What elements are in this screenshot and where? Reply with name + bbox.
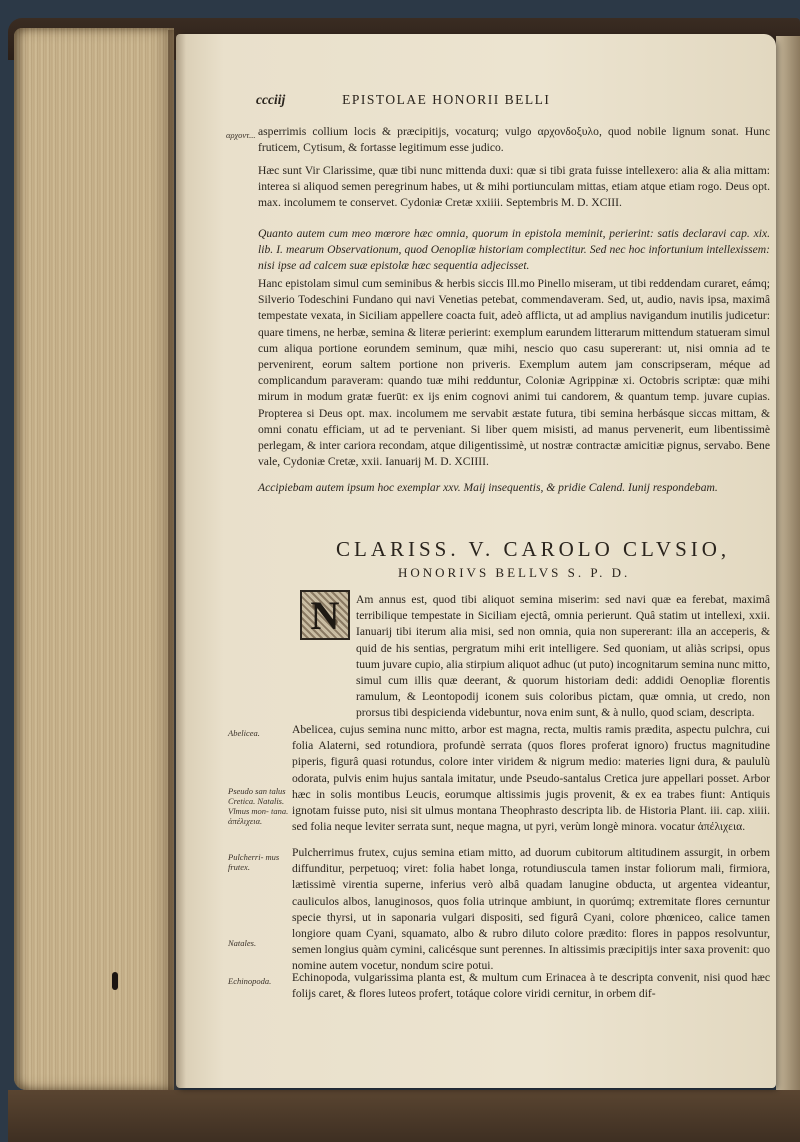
paragraph-5 bbox=[356, 592, 770, 722]
letter-title: CLARISS. V. CAROLO CLVSIO, bbox=[336, 537, 731, 561]
paragraph-6-text: Abelicea, cujus semina nunc mitto, arbor est magna, recta, multis ramis prædita, aspectu pulchra, cui folia Alaterni, sed rotundiora, profundè serrata (quos flores proferat ignoro) fructus magnitudine piperis, figurâ quasi rotundus, colore inter viridem & nigrum medio: materies ligni dura, & paululù odorata, pulvis enim hujus santala imitatur, unde Pseudo-santalus Cretica jure appellari posset. Arbor hæc in solis montibus Leucis, eorumque altissimis jugis provenit, & ex ea trabes fiunt: Antiquis ignotam fuisse puto, nisi sit ulmus montana Theophrasto descripta lib. de Historia Plant. iii. cap. xiiii. sed folia neque leviter serrata sunt, neque magna, ut pyri, verùm longè minora. vocatur ἀπέλιχεια. bbox=[292, 723, 770, 834]
paragraph-4-text: Accipiebam autem ipsum hoc exemplar xxv. Maij insequentis, & pridie Calend. Iunij respondebam. bbox=[258, 481, 718, 494]
spine-shadow bbox=[168, 30, 186, 1090]
intro-paragraph bbox=[258, 124, 770, 156]
margin-note-frutex: Pulcherri- mus frutex. bbox=[228, 852, 280, 872]
paragraph-3 bbox=[258, 276, 770, 470]
paragraph-8-text: Echinopoda, vulgarissima planta est, & multum cum Erinacea à te descripta convenit, nisi quod hæc folijs caret, & flores luteos profert, totáque colore viridi cernitur, in orbem dif- bbox=[292, 971, 770, 1001]
paragraph-5-text: Am annus est, quod tibi aliquot semina miserim: sed navi quæ ea ferebat, maximâ terribilique tempestate in Siciliam ejectâ, omnia perierunt. Quâ statim ut intellexi, xxii. Ianuarij tibi iterum alia misi, sed non omnia, quia non supererant: illa an acceperis, & quid de his sentias, pergratum mihi erit intelligere. Sed quoniam, ut aliàs scripsi, opus tuum juvare cupio, alia stirpium aliquot adhuc (ut puto) incognitarum semina nunc mitto, simul cum illis quæ deerant, & quorum historiam dedi: addidi Oenopliæ florentis ramulum, & Leontopodij iconem suis coloribus pictam, quæ omnia, ut credo, non prorsus tibi despicienda videbuntur, nova enim sunt, & à nullo, quod sciam, descripta. bbox=[356, 593, 770, 720]
decorated-initial: N bbox=[300, 590, 350, 640]
paragraph-2-text: Quanto autem cum meo mœrore hæc omnia, quorum in epistola meminit, perierint: satis declaravi cap. xix. lib. I. mearum Observationum, quod Oenopliæ historiam complectitur. Sed nec hoc infortunium intellexissem: nisi ipse ad calcem suæ epistolæ hæc sequentia adjecisset. bbox=[258, 227, 770, 273]
letter-subtitle: HONORIVS BELLVS S. P. D. bbox=[398, 565, 631, 580]
paragraph-4 bbox=[258, 480, 770, 496]
page-edges bbox=[14, 28, 174, 1090]
margin-note-natales: Natales. bbox=[228, 938, 257, 948]
paragraph-7 bbox=[292, 845, 770, 975]
paragraph-8 bbox=[292, 970, 770, 1002]
margin-note-intro: αρχοντ... bbox=[226, 130, 256, 140]
paragraph-3-text: Hanc epistolam simul cum seminibus & herbis siccis Ill.mo Pinello miseram, ut tibi reddendam curaret, eámq; Silverio Todeschini Fundano qui navi Venetias petebat, commendaveram. Sed, ut, audio, navis ipsa, maximâ tempestate vexata, in Siciliam appellere coacta fuit, adeò afflicta, ut ad amplius navigandum inutilis judicetur: quare timens, ne herbæ, semina & literæ perierint: exemplum earundem litterarum mittendum statueram simul cum aliqua portione eorundem seminum, quæ mihi, nescio quo casu supererant: ut, nisi omnia ad te pervenirent, eorum saltem portione non priveris. Exemplum autem jam conscripseram, méque ad complicandum paraveram: quando tuæ mihi redduntur, Coloniæ Agrippinæ xi. Octobris scriptæ: quæ mihi mirum in modum gratæ fuerūt: ex ijs enim cognovi animi tui candorem, & quantum temp. juvare cupias. Propterea si Deus opt. max. incolumem me servabit æstate futura, tibi semina herbásque siccas mittam, & omni conatu efficiam, ut ad te perveniant. Si liber quem misisti, ad manus pervenerit, eum libentissimè perlegam, & inter cariora recondam, atque diligentissimè, ut nostræ contractæ amicitiæ pignus, servabo. Bene vale, Cydoniæ Cretæ, xxii. Ianuarij M. D. XCIIII. bbox=[258, 277, 770, 469]
margin-note-echinopoda: Echinopoda. bbox=[228, 976, 272, 986]
paragraph-1 bbox=[258, 163, 770, 212]
page-number: ccciij bbox=[256, 92, 286, 107]
book-cover-bottom bbox=[8, 1090, 800, 1142]
paragraph-1-text: Hæc sunt Vir Clarissime, quæ tibi nunc mittenda duxi: quæ si tibi grata fuisse intellexero: alia & alia mittam: interea si aliquod semen peregrinum habes, ut & mihi portiunculam mittas, etiam atque etiam rogo. Deus opt. max. incolumem te conservet. Cydoniæ Cretæ xxiiii. Septembris M. D. XCIII. bbox=[258, 164, 770, 210]
paragraph-6 bbox=[292, 722, 770, 835]
running-header bbox=[256, 92, 776, 108]
running-title: EPISTOLAE HONORII BELLI bbox=[342, 92, 551, 107]
margin-note-abelicea: Abelicea. bbox=[228, 728, 260, 738]
paragraph-7-text: Pulcherrimus frutex, cujus semina etiam mitto, ad duorum cubitorum altitudinem assurgit, in orbem diffunditur, perpetuoq; viret: folia habet longa, rotundiuscula tamen instar foliorum mali, firmiora, lætissimè virentia superne, inferius verò albâ quadam lanugine obducta, ut argentea videantur, cauliculos albos, lanuginosos, quos folia utrinque ambiunt, in quorúmq; extremitate flores cernuntur specie thyrsi, ut in saponaria vulgari dispositi, sed figurâ Cyani, colore phœniceo, calice tamen longiore quam Cyani, squamato, albo & rubro diluto colore prædito: flores in pappos resolvuntur, semen longius quàm cymini, calicésque sunt perennes. In altissimis præcipitijs inter saxa provenit: quo nomine autem vocetur, nondum scire potui. bbox=[292, 846, 770, 973]
next-page-edge bbox=[776, 36, 800, 1116]
margin-note-pseudosantalus: Pseudo san talus Cretica. Natalis. Vlmus mon- tana. ἀπέλιχεια. bbox=[228, 786, 289, 826]
ribbon-marker bbox=[112, 972, 118, 990]
paragraph-2 bbox=[258, 226, 770, 275]
intro-text: asperrimis collium locis & præcipitijs, vocaturq; vulgo αρχονδοξυλο, quod nobile lignum sonat. Hunc fruticem, Cytisum, & fortasse legitimum esse judico. bbox=[258, 125, 770, 155]
